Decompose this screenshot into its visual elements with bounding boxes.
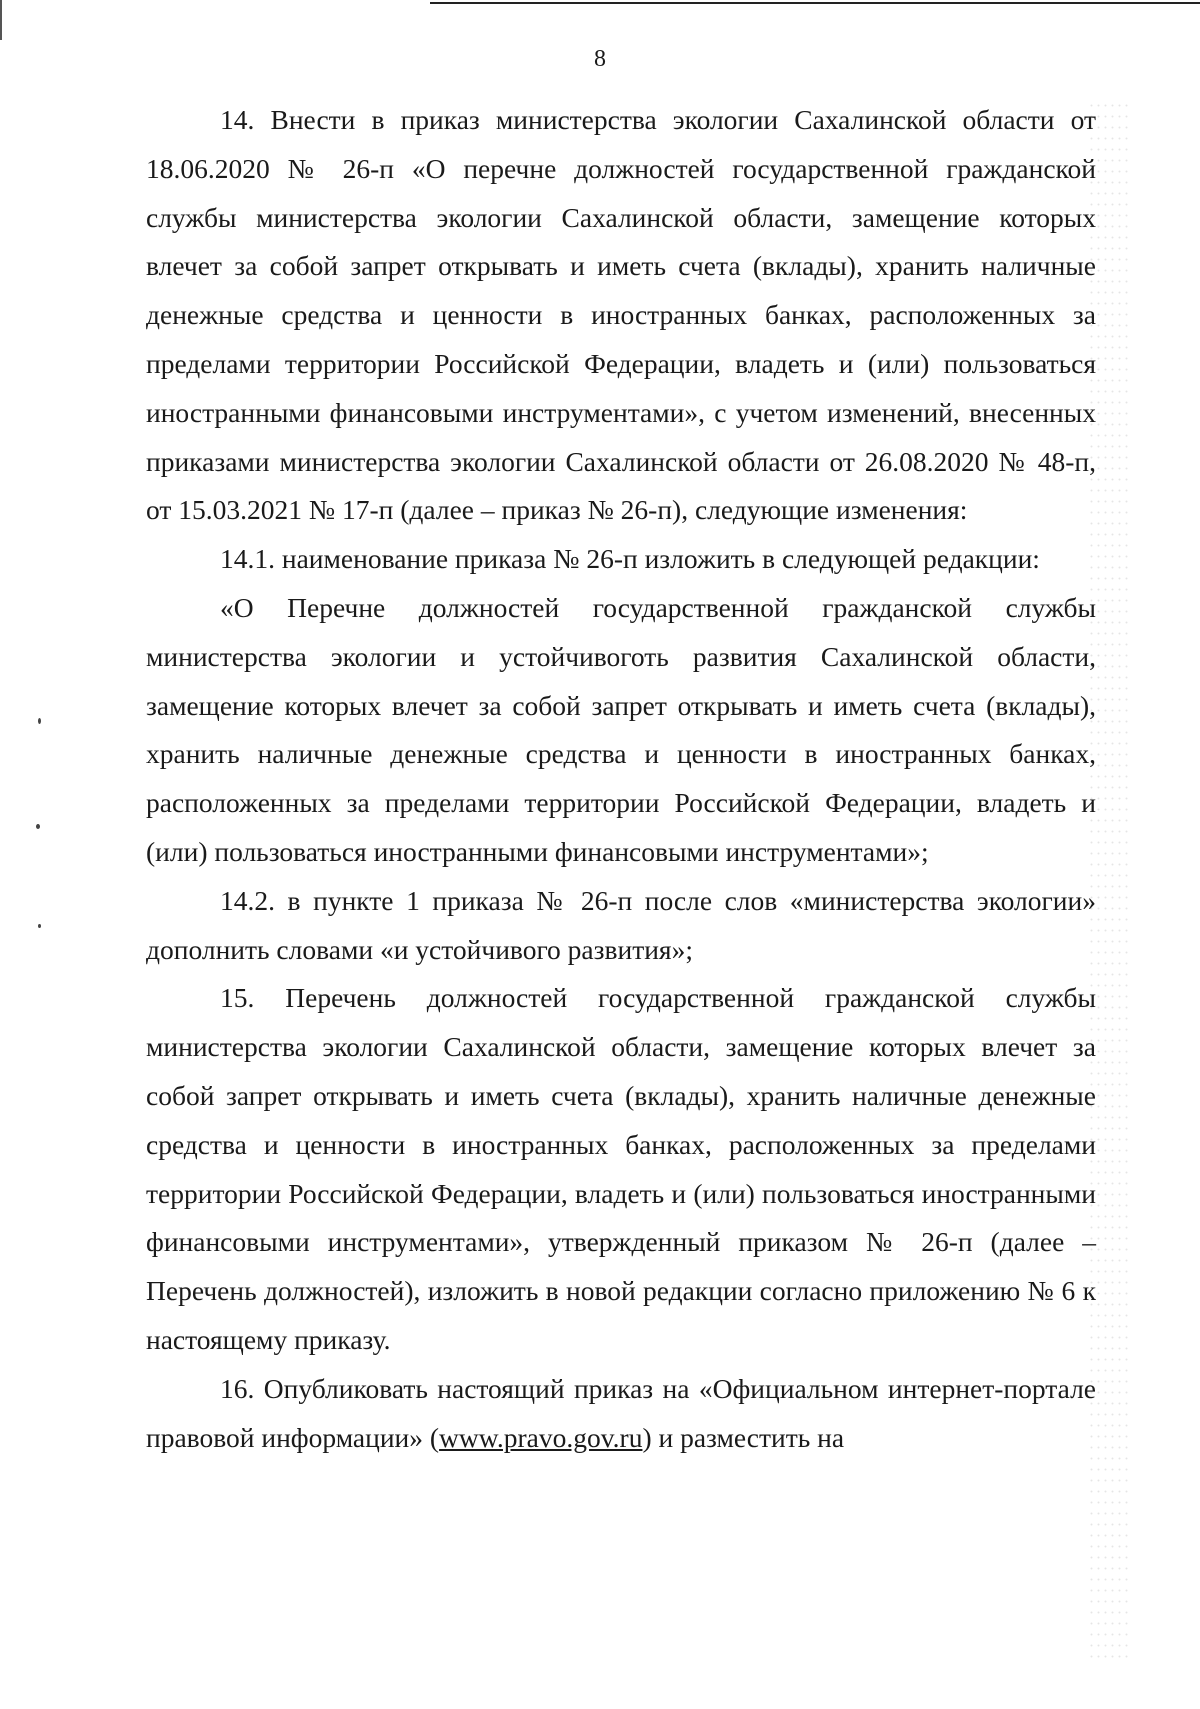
paragraph-14-1-quote: «О Перечне должностей государственной гражданской службы министерства экологии и устойчивоготь развития Сахалинской области, замещение которых влечет за собой запрет открывать и иметь счета (вклады), хранить наличные денежные средства и ценности в иностранных банках, расположенных за пределами территории Российской Федерации, владеть и (или) пользоваться иностранными финансовыми инструментами»; [146,591,1096,867]
pravo-link[interactable]: www.pravo.gov.ru [439,1421,643,1453]
scan-speck [36,824,40,829]
page-number: 8 [594,46,606,72]
paragraph-16 [146,1365,1096,1463]
scan-speck [38,924,41,928]
paragraph-16-end: ) и разместить на [642,1421,845,1453]
paragraph-14: 14. Внести в приказ министерства экологии Сахалинской области от 18.06.2020 № 26-п «О перечне должностей государственной гражданской службы министерства экологии Сахалинской области, замещение которых влечет за собой запрет открывать и иметь счета (вклады), хранить наличные денежные средства и ценности в иностранных банках, расположенных за пределами территории Российской Федерации, владеть и (или) пользоваться иностранными финансовыми инструментами», с учетом изменений, внесенных приказами министерства экологии Сахалинской области от 26.08.2020 № 48-п, от 15.03.2021 № 17-п (далее – приказ № 26-п), следующие изменения: [146,104,1096,526]
paragraph-16-start: 16. Опубликовать настоящий приказ на «Официальном интернет-портале правовой информации» ( [146,1372,1096,1453]
document-body [146,96,1096,1462]
paragraph-14-1: 14.1. наименование приказа № 26-п изложить в следующей редакции: [220,543,1040,575]
paragraph-15: 15. Перечень должностей государственной гражданской службы министерства экологии Сахалинской области, замещение которых влечет за собой запрет открывать и иметь счета (вклады), хранить наличные денежные средства и ценности в иностранных банках, расположенных за пределами территории Российской Федерации, владеть и (или) пользоваться иностранными финансовыми инструментами», утвержденный приказом № 26-п (далее – Перечень должностей), изложить в новой редакции согласно приложению № 6 к настоящему приказу. [146,982,1096,1355]
paragraph-14-2: 14.2. в пункте 1 приказа № 26-п после слов «министерства экологии» дополнить словами «и устойчивого развития»; [146,884,1096,965]
top-border-line [430,2,1200,4]
scan-speck [38,718,41,724]
left-edge-mark [0,0,2,40]
